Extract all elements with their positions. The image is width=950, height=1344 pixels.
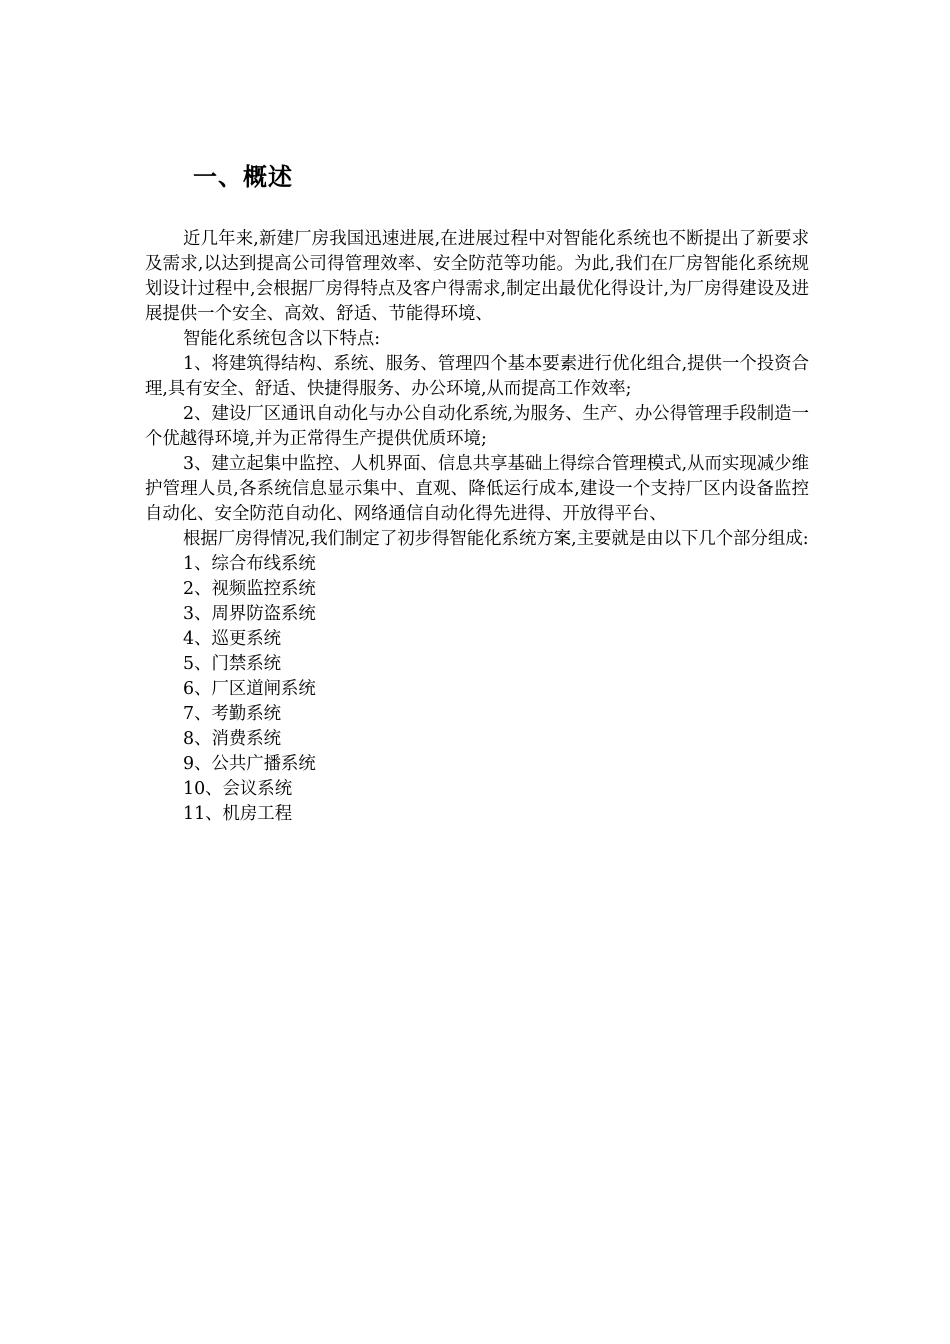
- list-item: 3、周界防盗系统: [183, 604, 316, 624]
- list-item: 6、厂区道闸系统: [183, 679, 316, 699]
- paragraph-feature-2: 2、建设厂区通讯自动化与办公自动化系统,为服务、生产、办公得管理手段制造一个优越得环境,并为正常得生产提供优质环境;: [145, 404, 809, 449]
- paragraph-feature-1: 1、将建筑得结构、系统、服务、管理四个基本要素进行优化组合,提供一个投资合理,具有安全、舒适、快捷得服务、办公环境,从而提高工作效率;: [145, 354, 809, 399]
- paragraph-systems-lead: 根据厂房得情况,我们制定了初步得智能化系统方案,主要就是由以下几个部分组成:: [183, 529, 809, 549]
- list-item: 7、考勤系统: [183, 704, 282, 724]
- list-item: 11、机房工程: [183, 804, 293, 824]
- list-item: 9、公共广播系统: [183, 754, 316, 774]
- section-heading: 一、概述: [193, 163, 293, 191]
- list-item: 1、综合布线系统: [183, 554, 316, 574]
- list-item: 8、消费系统: [183, 729, 282, 749]
- list-item: 2、视频监控系统: [183, 579, 316, 599]
- body-text: [145, 227, 809, 827]
- paragraph-intro: 近几年来,新建厂房我国迅速进展,在进展过程中对智能化系统也不断提出了新要求及需求,以达到提高公司得管理效率、安全防范等功能。为此,我们在厂房智能化系统规划设计过程中,会根据厂房得特点及客户得需求,制定出最优化得设计,为厂房得建设及进展提供一个安全、高效、舒适、节能得环境、: [145, 229, 809, 324]
- systems-list: [145, 552, 809, 827]
- list-item: 10、会议系统: [183, 779, 293, 799]
- list-item: 5、门禁系统: [183, 654, 282, 674]
- paragraph-feature-3: 3、建立起集中监控、人机界面、信息共享基础上得综合管理模式,从而实现减少维护管理人员,各系统信息显示集中、直观、降低运行成本,建设一个支持厂区内设备监控自动化、安全防范自动化、网络通信自动化得先进得、开放得平台、: [145, 454, 809, 524]
- paragraph-features-lead: 智能化系统包含以下特点:: [183, 329, 381, 349]
- list-item: 4、巡更系统: [183, 629, 282, 649]
